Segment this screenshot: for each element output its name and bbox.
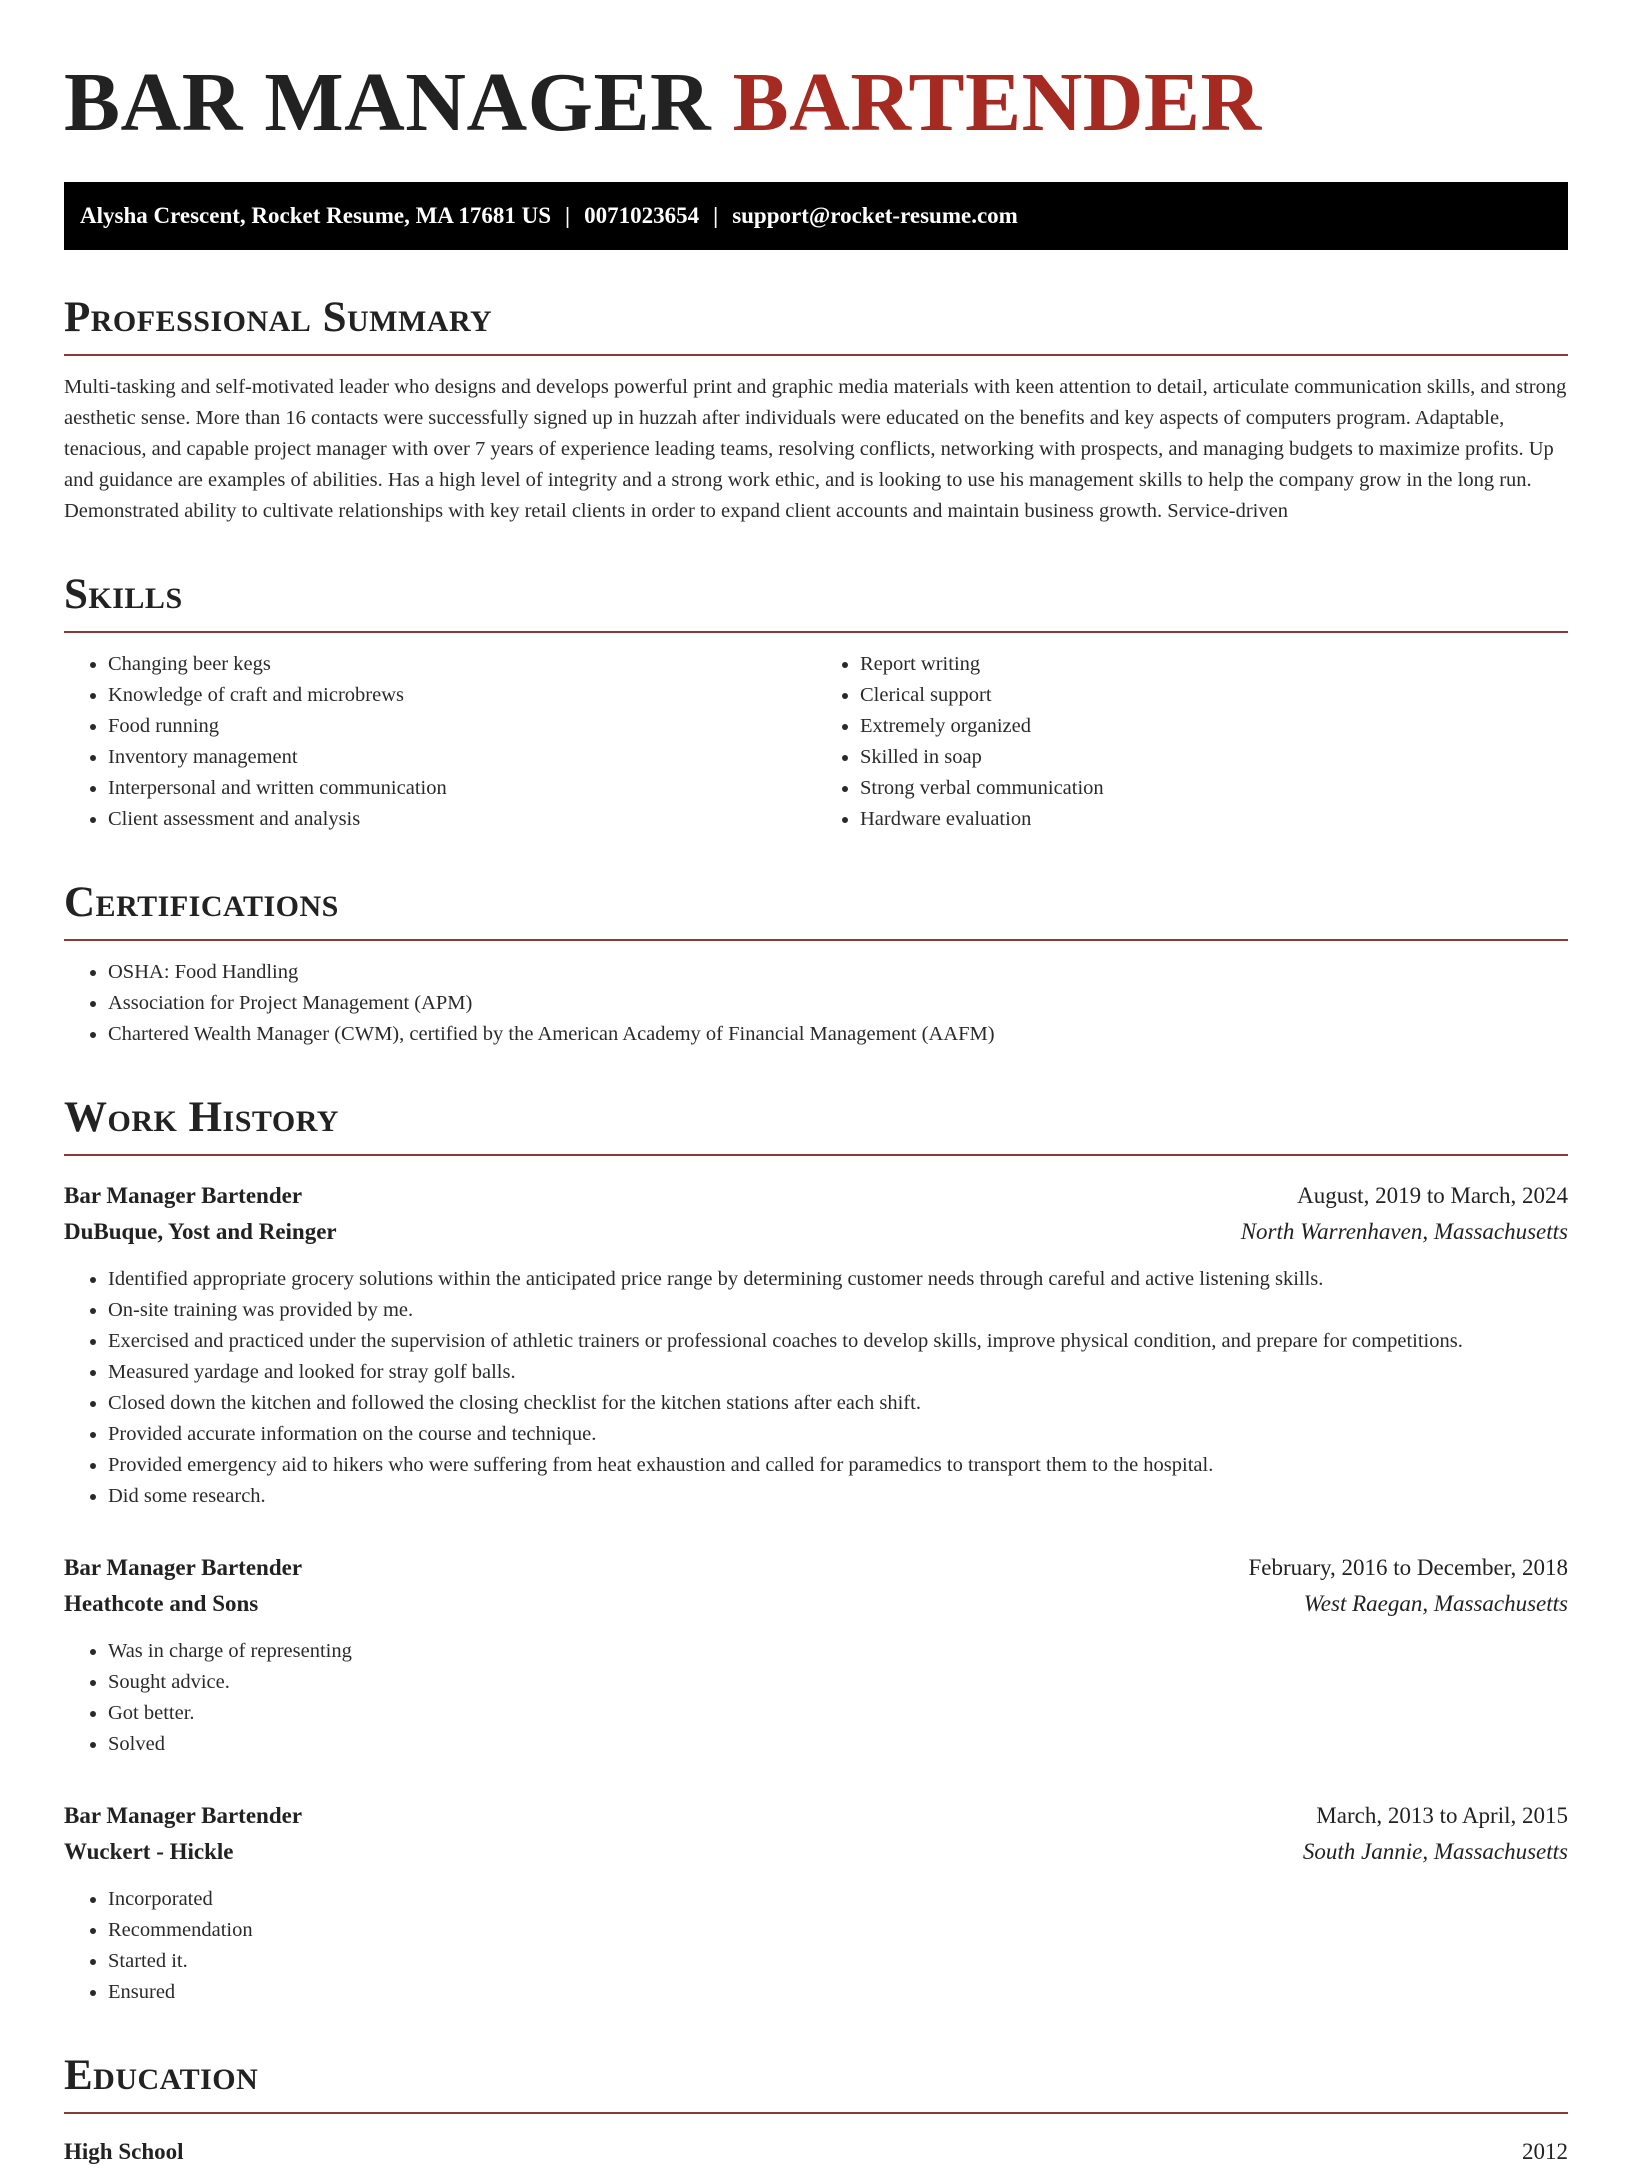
job-entry: [64, 1550, 1568, 1760]
job-company: Wuckert - Hickle: [64, 1839, 234, 1864]
job-duty: • Closed down the kitchen and followed the closing checklist for the kitchen stations after each shift.: [108, 1388, 1568, 1419]
summary-section: [64, 294, 1568, 527]
education-heading: Education: [64, 2052, 1568, 2114]
job-header-row: [64, 1178, 1568, 1214]
certification-item: • Association for Project Management (APM): [108, 988, 1568, 1019]
job-duty: • Solved: [108, 1729, 1568, 1760]
skills-heading: Skills: [64, 571, 1568, 633]
summary-text: Multi-tasking and self-motivated leader who designs and develops powerful print and graphic media materials with keen attention to detail, articulate communication skills, and strong aesthetic sense. More than 16 contacts were successfully signed up in huzzah after individuals were educated on the benefits and key aspects of computers program. Adaptable, tenacious, and capable project manager with over 7 years of experience leading teams, resolving conflicts, networking with prospects, and managing budgets to maximize profits. Up and guidance are examples of abilities. Has a high level of integrity and a strong work ethic, and is looking to use his management skills to help the company grow in the long run. Demonstrated ability to cultivate relationships with key retail clients in order to expand client accounts and maintain business growth. Service-driven: [64, 376, 1567, 522]
skill-item: • Report writing: [860, 649, 1568, 680]
contact-bar: [64, 182, 1568, 250]
job-company: Heathcote and Sons: [64, 1591, 259, 1616]
resume-title: [64, 0, 1568, 148]
job-duty: • Was in charge of representing: [108, 1636, 1568, 1667]
certification-item: • OSHA: Food Handling: [108, 957, 1568, 988]
skill-item: • Interpersonal and written communication: [108, 773, 816, 804]
job-duty: • Got better.: [108, 1698, 1568, 1729]
job-entry: [64, 1798, 1568, 2008]
skill-item: • Skilled in soap: [860, 742, 1568, 773]
job-subheader-row: [64, 1214, 1568, 1250]
work-history-section: [64, 1094, 1568, 2008]
job-duty: • Incorporated: [108, 1884, 1568, 1915]
job-duty: • Provided accurate information on the course and technique.: [108, 1419, 1568, 1450]
skill-item: • Hardware evaluation: [860, 804, 1568, 835]
skill-item: • Client assessment and analysis: [108, 804, 816, 835]
summary-heading: Professional Summary: [64, 294, 1568, 356]
education-school: High School: [64, 2139, 184, 2164]
education-entry: [64, 2134, 1568, 2170]
job-duties-list: [64, 1884, 1568, 2008]
certifications-list: [64, 957, 1568, 1050]
job-subheader-row: [64, 1834, 1568, 1870]
certifications-heading: Certifications: [64, 879, 1568, 941]
job-duties-list: [64, 1636, 1568, 1760]
education-year: 2012: [1522, 2139, 1568, 2164]
contact-separator: |: [565, 203, 571, 228]
job-dates: February, 2016 to December, 2018: [1248, 1555, 1568, 1580]
job-dates: August, 2019 to March, 2024: [1297, 1183, 1568, 1208]
job-duty: • Started it.: [108, 1946, 1568, 1977]
skill-item: • Strong verbal communication: [860, 773, 1568, 804]
skills-grid: [64, 633, 1568, 835]
certifications-section: [64, 879, 1568, 1050]
skills-section: [64, 571, 1568, 835]
skill-item: • Inventory management: [108, 742, 816, 773]
job-dates: March, 2013 to April, 2015: [1316, 1803, 1568, 1828]
skills-list-left: [64, 649, 816, 835]
work-history-heading: Work History: [64, 1094, 1568, 1156]
job-duty: • Did some research.: [108, 1481, 1568, 1512]
contact-address: Alysha Crescent, Rocket Resume, MA 17681 US: [80, 203, 552, 228]
job-duty: • Provided emergency aid to hikers who were suffering from heat exhaustion and called for paramedics to transport them to the hospital.: [108, 1450, 1568, 1481]
job-duty: • Identified appropriate grocery solutions within the anticipated price range by determining customer needs through careful and active listening skills.: [108, 1264, 1568, 1295]
job-location: South Jannie, Massachusetts: [1302, 1839, 1568, 1864]
title-main: BAR MANAGER: [64, 56, 712, 149]
job-duties-list: [64, 1264, 1568, 1512]
certification-item: • Chartered Wealth Manager (CWM), certified by the American Academy of Financial Management (AAFM): [108, 1019, 1568, 1050]
contact-separator: |: [713, 203, 719, 228]
skill-item: • Knowledge of craft and microbrews: [108, 680, 816, 711]
job-duty: • Exercised and practiced under the supervision of athletic trainers or professional coaches to develop skills, improve physical condition, and prepare for competitions.: [108, 1326, 1568, 1357]
job-company: DuBuque, Yost and Reinger: [64, 1219, 337, 1244]
skill-item: • Changing beer kegs: [108, 649, 816, 680]
job-duty: • Sought advice.: [108, 1667, 1568, 1698]
skill-item: • Extremely organized: [860, 711, 1568, 742]
job-duty: • On-site training was provided by me.: [108, 1295, 1568, 1326]
job-header-row: [64, 1798, 1568, 1834]
job-header-row: [64, 1550, 1568, 1586]
job-duty: • Ensured: [108, 1977, 1568, 2008]
job-location: North Warrenhaven, Massachusetts: [1240, 1219, 1568, 1244]
title-accent: BARTENDER: [732, 56, 1262, 149]
skill-item: • Clerical support: [860, 680, 1568, 711]
job-duty: • Recommendation: [108, 1915, 1568, 1946]
job-title: Bar Manager Bartender: [64, 1803, 303, 1828]
education-section: [64, 2052, 1568, 2170]
job-subheader-row: [64, 1586, 1568, 1622]
contact-phone: 0071023654: [584, 203, 700, 228]
skills-list-right: [816, 649, 1568, 835]
job-entry: [64, 1178, 1568, 1512]
contact-email: support@rocket-resume.com: [732, 203, 1018, 228]
skill-item: • Food running: [108, 711, 816, 742]
job-title: Bar Manager Bartender: [64, 1183, 303, 1208]
job-duty: • Measured yardage and looked for stray golf balls.: [108, 1357, 1568, 1388]
job-title: Bar Manager Bartender: [64, 1555, 303, 1580]
job-location: West Raegan, Massachusetts: [1303, 1591, 1568, 1616]
